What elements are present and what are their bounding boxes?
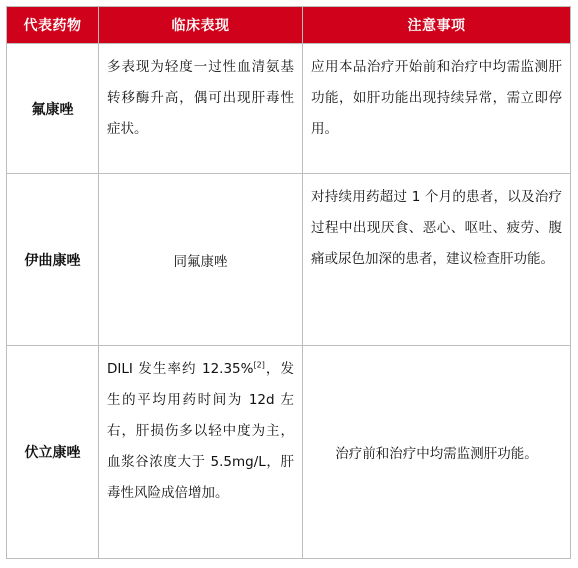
table-row [7,174,571,346]
clinical-text-part1: DILI 发生率约 12.35% [107,361,254,377]
header-notes: 注意事项 [303,7,571,44]
table-row [7,44,571,174]
clinical-text: 多表现为轻度一过性血清氨基转移酶升高，偶可出现肝毒性症状。 [99,44,303,174]
table-row [7,346,571,559]
drug-name: 氟康唑 [7,44,99,174]
header-drug: 代表药物 [7,7,99,44]
clinical-text [99,346,303,559]
notes-text: 治疗前和治疗中均需监测肝功能。 [303,346,571,559]
clinical-text-part2: ，发生的平均用药时间为 12d 左右，肝损伤多以轻中度为主，血浆谷浓度大于 5.5mg/L，肝毒性风险成倍增加。 [107,361,295,501]
notes-text: 应用本品治疗开始前和治疗中均需监测肝功能，如肝功能出现持续异常，需立即停用。 [303,44,571,174]
table-header-row [7,7,571,44]
drug-name: 伊曲康唑 [7,174,99,346]
header-clinical: 临床表现 [99,7,303,44]
drug-table [6,6,571,559]
notes-text: 对持续用药超过 1 个月的患者，以及治疗过程中出现厌食、恶心、呕吐、疲劳、腹痛或尿色加深的患者，建议检查肝功能。 [303,174,571,346]
drug-name: 伏立康唑 [7,346,99,559]
clinical-text: 同氟康唑 [99,174,303,346]
reference-citation[interactable]: [2] [253,360,265,370]
